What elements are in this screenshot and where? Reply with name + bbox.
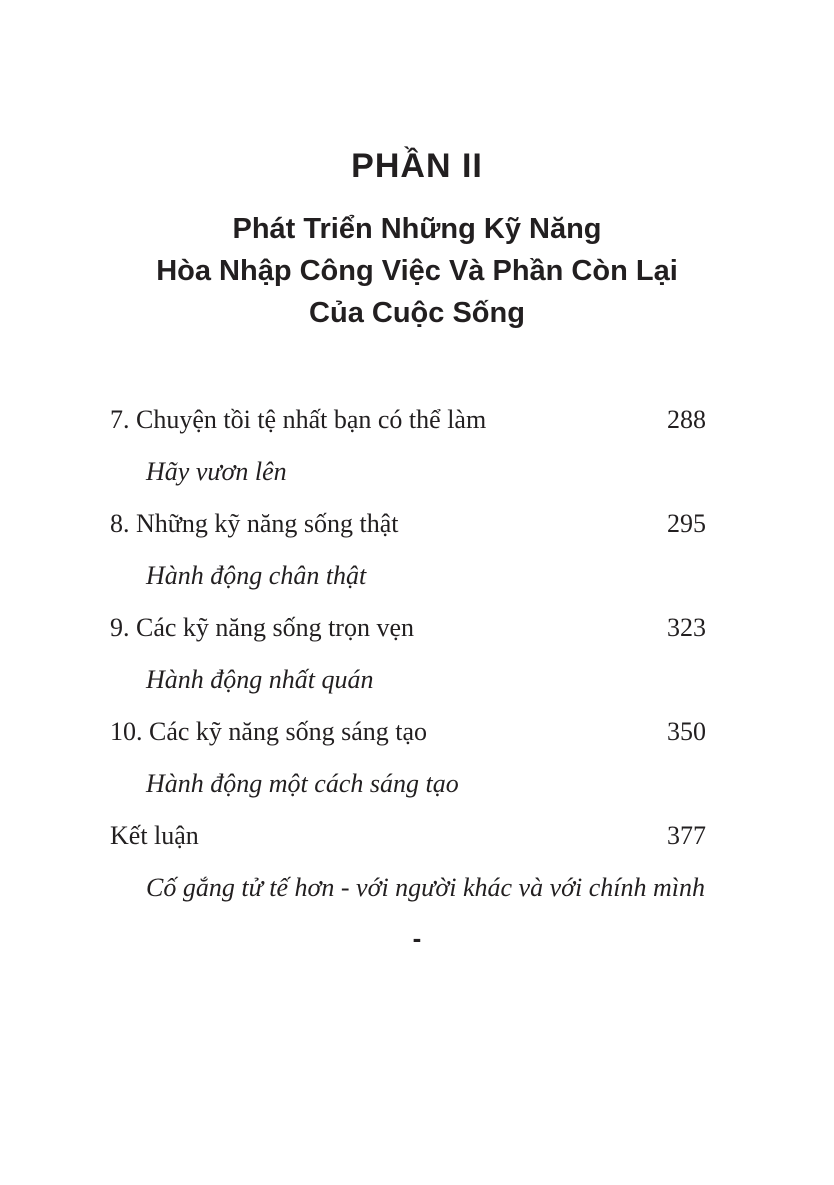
toc-entry-subtitle: Hành động một cách sáng tạo [146,769,459,798]
toc-entry-subtitle: Hành động nhất quán [146,665,374,694]
section-title [0,208,834,334]
toc-entry-subtitle: Hãy vươn lên [146,457,287,486]
toc-entry-row [110,498,706,550]
toc-entry-title: 9. Các kỹ năng sống trọn vẹn [110,613,415,642]
toc-entry-page-number: 323 [667,613,706,642]
toc-entry-subtitle: Hành động chân thật [146,561,367,590]
section-title-line-1: Phát Triển Những Kỹ Năng [232,213,602,245]
toc-entry-row [110,706,706,758]
toc-entry-page-number: 295 [667,509,706,538]
toc-entry [110,810,706,914]
toc-entry [110,602,706,706]
toc-entry-page-number: 350 [667,717,706,746]
toc-entry-row [110,810,706,862]
toc-entry-row [110,602,706,654]
toc-entry-page-number: 288 [667,405,706,434]
toc-list [110,394,706,914]
toc-entry-title: 8. Những kỹ năng sống thật [110,509,399,538]
section-title-line-3: Của Cuộc Sống [309,297,525,329]
section-title-line-2: Hòa Nhập Công Việc Và Phần Còn Lại [156,255,678,287]
section-label: PHẦN II [351,147,483,185]
section-header [0,0,834,334]
toc-entry [110,706,706,810]
toc-entry-page-number: 377 [667,821,706,850]
footer-dash-mark: - [412,923,422,953]
toc-entry [110,498,706,602]
toc-entry-row [110,394,706,446]
toc-entry-title: Kết luận [110,821,199,850]
toc-entry-title: 7. Chuyện tồi tệ nhất bạn có thể làm [110,405,487,434]
toc-entry-subtitle: Cố gắng tử tế hơn - với người khác và với chính mình [146,873,705,902]
toc-entry [110,394,706,498]
toc-entry-title: 10. Các kỹ năng sống sáng tạo [110,717,428,746]
